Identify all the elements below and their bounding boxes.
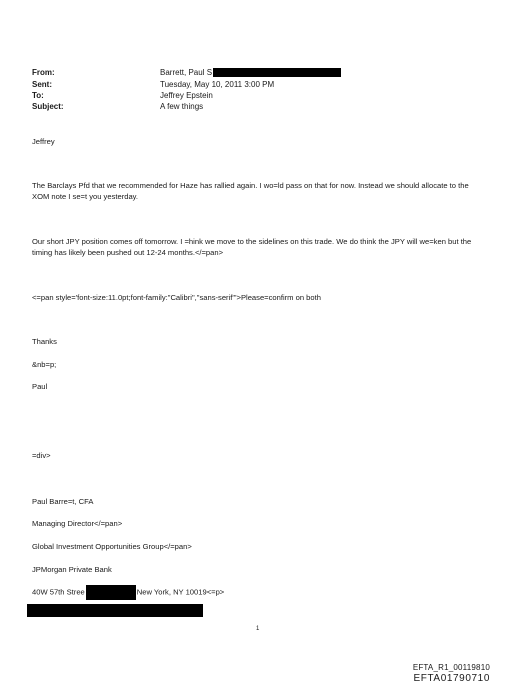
to-value: Jeffrey Epstein: [160, 91, 213, 100]
div-line: =div>: [32, 451, 51, 460]
thanks-line: Thanks: [32, 337, 57, 346]
signature-bank: JPMorgan Private Bank: [32, 565, 112, 574]
redaction-bar: [213, 68, 341, 77]
address-end: New York, NY 10019<=p>: [136, 587, 225, 597]
from-name: Barrett, Paul S: [160, 68, 213, 77]
paragraph-jpy: Our short JPY position comes off tomorrow. I =hink we move to the sidelines on this trade. We do think the JPY will we=ken but the timing has likely been pushed out 12-24 months.</=pan>: [32, 237, 472, 257]
footer-code-efta: EFTA01790710: [413, 673, 490, 684]
sent-value: Tuesday, May 10, 2011 3:00 PM: [160, 80, 275, 89]
signature-group: Global Investment Opportunities Group</=pan>: [32, 542, 192, 551]
footer-code-r1: EFTA_R1_00119810: [412, 663, 490, 672]
subject-value: A few things: [160, 102, 204, 111]
signature-title: Managing Director</=pan>: [32, 519, 123, 528]
from-value: [160, 68, 341, 78]
greeting: Jeffrey: [32, 137, 55, 146]
from-label: From:: [32, 68, 55, 77]
subject-label: Subject:: [32, 102, 64, 111]
redaction-bar: [27, 604, 203, 617]
redaction-bar: [86, 585, 136, 600]
sent-label: Sent:: [32, 80, 52, 89]
to-label: To:: [32, 91, 44, 100]
signature-name: Paul Barre=t, CFA: [32, 497, 94, 506]
paragraph-confirm: <=pan style='font-size:11.0pt;font-family:"Calibri","sans-serif"'>Please=confirm on both: [32, 293, 321, 302]
page-number: 1: [256, 626, 260, 632]
signature-address: [32, 585, 482, 600]
nbsp-line: &nb=p;: [32, 360, 57, 369]
paragraph-barclays: The Barclays Pfd that we recommended for Haze has rallied again. I wo=ld pass on that for now. Instead we should allocate to the XOM note I se=t you yesterday.: [32, 181, 469, 201]
sign-off: Paul: [32, 382, 48, 391]
address-start: 40W 57th Stree: [32, 587, 85, 597]
